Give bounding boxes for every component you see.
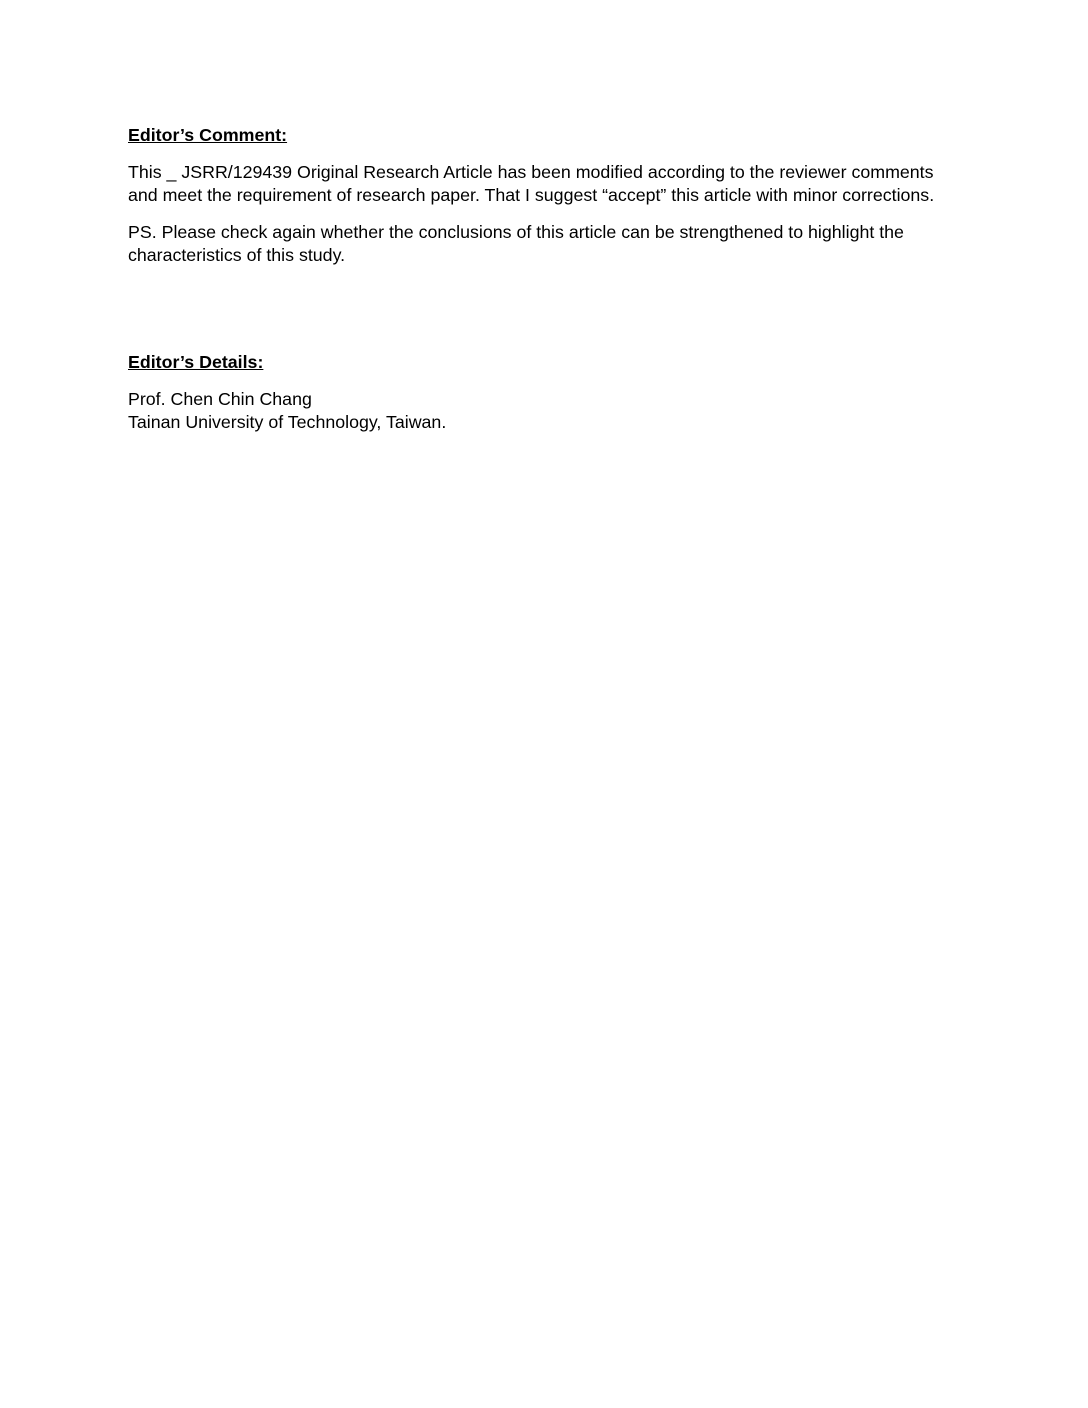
editors-comment-heading: Editor’s Comment:	[128, 125, 288, 145]
editor-name: Prof. Chen Chin Chang	[128, 389, 312, 409]
editors-comment-section	[128, 124, 960, 267]
comment-ps-paragraph: PS. Please check again whether the conclusions of this article can be strengthened to highlight the characteristics of this study.	[128, 222, 904, 265]
editors-details-heading: Editor’s Details:	[128, 352, 264, 372]
editors-details-section	[128, 351, 960, 434]
editor-affiliation: Tainan University of Technology, Taiwan.	[128, 412, 447, 432]
comment-paragraph: This _ JSRR/129439 Original Research Article has been modified according to the reviewer comments and meet the requirement of research paper. That I suggest “accept” this article with minor corrections.	[128, 162, 935, 205]
